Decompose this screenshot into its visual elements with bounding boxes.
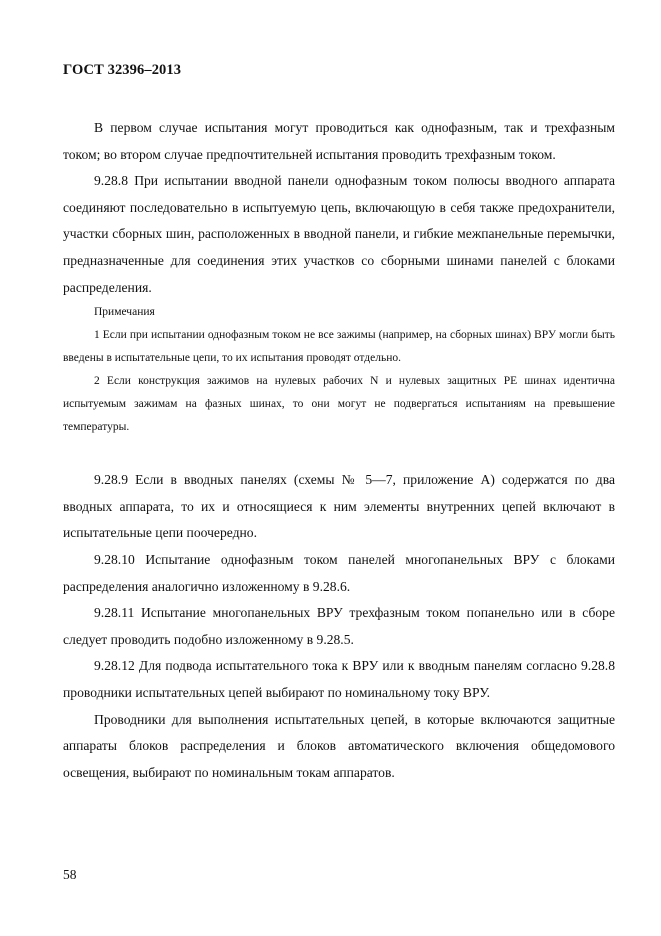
- notes-block: [63, 301, 615, 439]
- paragraph: 9.28.10 Испытание однофазным током панелей многопанельных ВРУ с блоками распределения аналогично изложенному в 9.28.6.: [63, 551, 615, 594]
- paragraph: 9.28.9 Если в вводных панелях (схемы № 5—7, приложение А) содержатся по два вводных аппарата, то их и относящиеся к ним элементы внутренних цепей включают в испытательные цепи поочередно.: [63, 472, 615, 541]
- note-item: 2 Если конструкция зажимов на нулевых рабочих N и нулевых защитных PE шинах идентична испытуемым зажимам на фазных шинах, то они могут не подвергаться испытаниям на превышение температуры.: [63, 375, 615, 434]
- paragraph: Проводники для выполнения испытательных цепей, в которые включаются защитные аппараты блоков распределения и блоков автоматического включения общедомового освещения, выбирают по номинальным токам аппаратов.: [63, 711, 615, 780]
- note-item: 1 Если при испытании однофазным током не все зажимы (например, на сборных шинах) ВРУ могли быть введены в испытательные цепи, то их испытания проводят отдельно.: [63, 329, 615, 365]
- document-body: [63, 115, 615, 786]
- page-number: 58: [63, 867, 77, 882]
- paragraph: 9.28.8 При испытании вводной панели однофазным током полюсы вводного аппарата соединяют последовательно в испытуемую цепь, включающую в себя также предохранители, участки сборных шин, расположенных в вводной панели, и гибкие межпанельные перемычки, предназначенные для соединения этих участков со сборными шинами панелей с блоками распределения.: [63, 173, 615, 295]
- spacer: [63, 439, 615, 467]
- document-header: ГОСТ 32396–2013: [63, 62, 182, 78]
- paragraph: В первом случае испытания могут проводиться как однофазным, так и трехфазным током; во втором случае предпочтительней испытания проводить трехфазным током.: [63, 120, 615, 162]
- paragraph: 9.28.11 Испытание многопанельных ВРУ трехфазным током попанельно или в сборе следует проводить подобно изложенному в 9.28.5.: [63, 605, 615, 647]
- notes-title: Примечания: [94, 306, 155, 319]
- paragraph: 9.28.12 Для подвода испытательного тока к ВРУ или к вводным панелям согласно 9.28.8 проводники испытательных цепей выбирают по номинальному току ВРУ.: [63, 658, 615, 700]
